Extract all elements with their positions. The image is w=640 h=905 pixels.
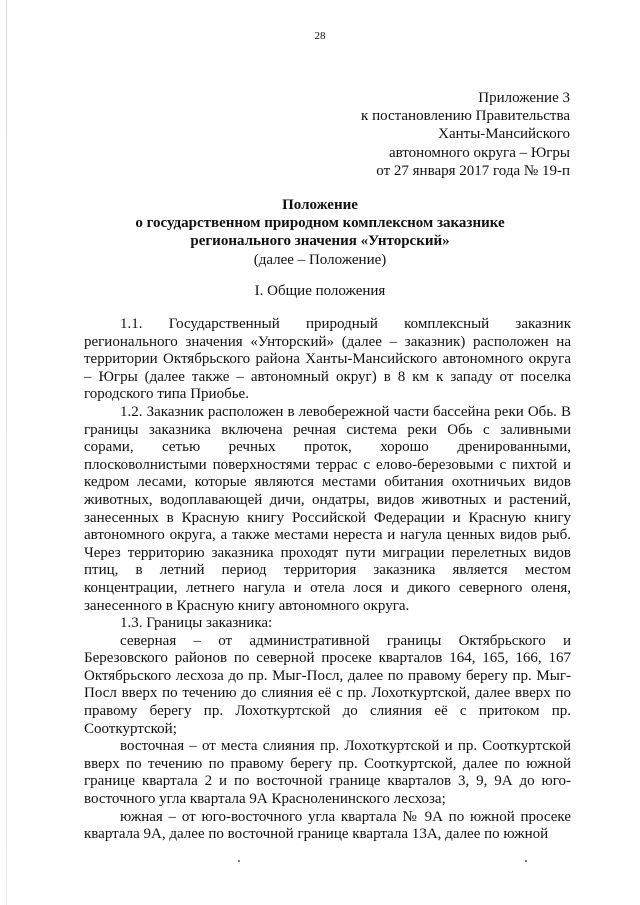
paragraph-north-boundary: северная – от административной границы Октябрьского и Березовского районов по северной просеке кварталов 164, 165, 166, 167 Октябрьского лесхоза до пр. Мыг-Посл, далее по правому берегу пр. Мыг-Посл вверх по течению до слияния её с пр. Лохоткуртской, далее вверх по правому берегу пр. Лохоткуртской до слияния её с притоком пр. Сооткуртской; bbox=[84, 632, 571, 737]
paragraph-1-2: 1.2. Заказник расположен в левобережной части бассейна реки Обь. В границы заказника включена речная система реки Обь с заливными сорами, сетью речных проток, хорошо дренированными, плосковолнистыми поверхностями террас с елово-березовыми с пихтой и кедром лесами, которые являются местами обитания охотничьих видов животных, водоплавающей дичи, ондатры, видов животных и растений, занесенных в Красную книгу Российской Федерации и Красную книгу автономного округа, а также местами нереста и нагула ценных видов рыб. Через территорию заказника проходят пути миграции перелетных видов птиц, в летний период территория заказника является местом концентрации, летнего нагула и отела лося и дикого северного оленя, занесенного в Красную книгу автономного округа. bbox=[84, 403, 571, 614]
paragraph-1-3: 1.3. Границы заказника: bbox=[120, 615, 273, 632]
title-line-3: регионального значения «Унторский» bbox=[190, 233, 450, 250]
appendix-line-1: Приложение 3 bbox=[478, 90, 570, 106]
appendix-line-4: автономного округа – Югры bbox=[388, 144, 570, 161]
paragraph-1-1: 1.1. Государственный природный комплексный заказник регионального значения «Унторский» (далее – заказник) расположен на территории Октябрьского района Ханты-Мансийского автономного округа – Югры (далее также – автономный округ) в 8 км к западу от поселка городского типа Приобье. bbox=[84, 316, 571, 403]
title-line-1: Положение bbox=[282, 197, 358, 213]
scan-artifacts bbox=[0, 858, 640, 864]
body-text bbox=[84, 316, 571, 844]
paragraph-east-boundary: восточная – от места слияния пр. Лохоткуртской и пр. Сооткуртской вверх по течению по правому берегу пр. Сооткуртской, далее по южной границе квартала 2 и по восточной границе кварталов 3, 9, 9А до юго-восточного угла квартала 9А Красноленинского лесхоза; bbox=[84, 738, 571, 808]
scan-edge-line bbox=[6, 0, 7, 905]
page-number: 28 bbox=[314, 30, 326, 42]
appendix-reference bbox=[310, 89, 570, 180]
appendix-line-2: к постановлению Правительства bbox=[361, 108, 570, 125]
paragraph-south-boundary: южная – от юго-восточного угла квартала № 9А по южной просеке квартала 9А, далее по восточной границе квартала 13А, далее по южной bbox=[84, 808, 571, 843]
section-heading: I. Общие положения bbox=[254, 283, 386, 299]
title-line-2: о государственном природном комплексном заказнике bbox=[135, 215, 505, 232]
document-title bbox=[60, 196, 580, 269]
scan-dot bbox=[238, 860, 240, 862]
scan-dot bbox=[525, 860, 527, 862]
title-line-4: (далее – Положение) bbox=[253, 251, 387, 268]
appendix-line-3: Ханты-Мансийского bbox=[438, 126, 570, 143]
appendix-line-5: от 27 января 2017 года № 19-п bbox=[376, 162, 570, 179]
